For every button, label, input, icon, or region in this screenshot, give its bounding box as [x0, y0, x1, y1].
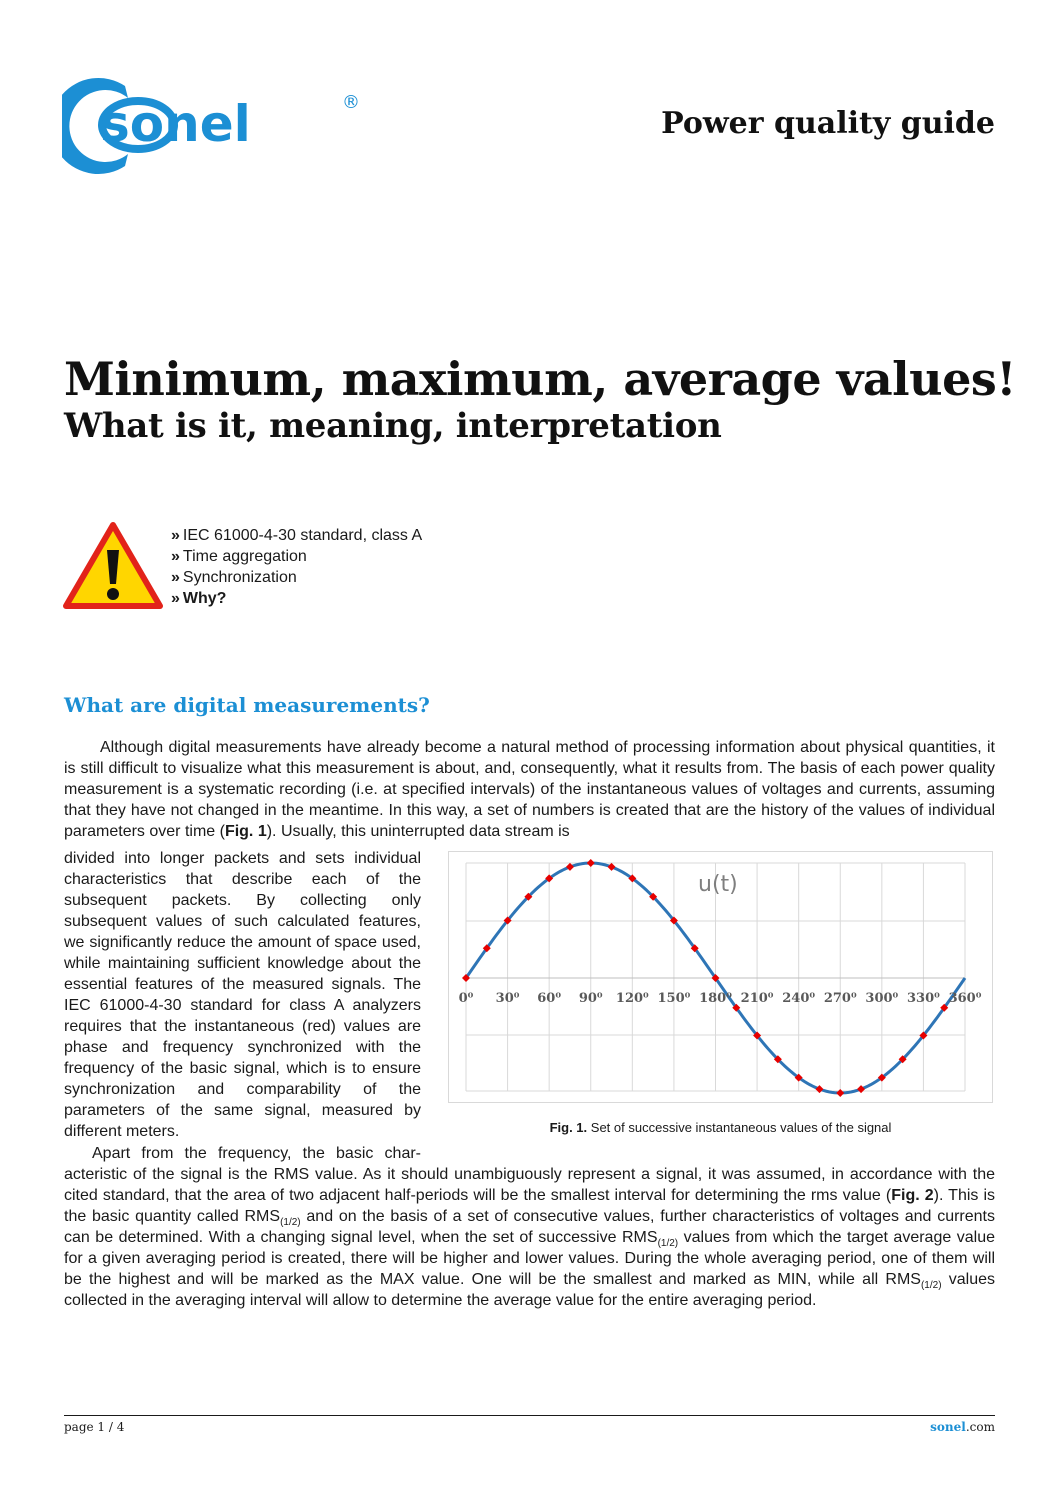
- x-tick-label: 60⁰: [537, 991, 562, 1006]
- registered-mark: ®: [342, 92, 360, 113]
- logo-wordmark: sonel: [100, 95, 251, 153]
- topic-item: » Time aggregation: [171, 548, 307, 565]
- page-subtitle: What is it, meaning, interpretation: [64, 406, 722, 446]
- chart-title: u(t): [698, 872, 738, 897]
- sample-point: [566, 863, 574, 871]
- sample-point: [836, 1089, 844, 1097]
- x-tick-label: 300⁰: [865, 991, 899, 1006]
- x-tick-labels: [459, 991, 982, 1006]
- x-tick-label: 240⁰: [782, 991, 816, 1006]
- topic-item: » IEC 61000-4-30 standard, class A: [171, 527, 423, 544]
- page-number: page 1 / 4: [64, 1420, 125, 1434]
- x-tick-label: 210⁰: [740, 991, 774, 1006]
- sine-chart: [448, 851, 993, 1103]
- footer-divider: [64, 1415, 995, 1416]
- x-tick-label: 120⁰: [615, 991, 649, 1006]
- x-tick-label: 90⁰: [578, 991, 603, 1006]
- footer-website-link[interactable]: sonel.com: [930, 1420, 995, 1434]
- sample-point: [608, 863, 616, 871]
- paragraph-2: Apart from the frequency, the basic char- acteristic of the signal is the RMS value. As it should unambiguously represent a signal, it was assumed, in accordance with the cited standard, that the area of two adjacent half-periods will be the smallest interval for determining the rms value (Fig. 2). This is the basic quantity called $RMS_{(1/2)}$ and on the basis of a set of consecutive values, further characteristics of voltages and currents can be determined. With a changing signal level, when the set of successive $RMS_{(1/2)}$ values from which the target average value for a given averaging period is created, there will be higher and lower values. During the whole averaging period, one of them will be the highest and will be marked as the MAX value. One will be the smallest and marked as MIN, while all $RMS_{(1/2)}$ values collected in the averaging interval will allow to determine the average value for the entire averaging period.: [64, 1145, 996, 1309]
- x-tick-label: 30⁰: [495, 991, 520, 1006]
- page-title: Minimum, maximum, average values!: [64, 352, 1016, 406]
- section-heading: What are digital measurements?: [64, 693, 430, 717]
- x-tick-label: 270⁰: [823, 991, 857, 1006]
- x-tick-label: 180⁰: [699, 991, 732, 1006]
- topic-item: » Why?: [171, 590, 227, 607]
- sample-point: [815, 1085, 823, 1093]
- sample-point: [857, 1085, 865, 1093]
- x-tick-label: 0⁰: [458, 991, 474, 1006]
- paragraph-1-continued: divided into longer packets and sets individual characteristics that describe each of the subsequent packets. By collecting only subsequent values of such calculated features, we significantly reduce the amount of space used, while maintaining sufficient knowledge about the essential features of the measured signals. The IEC 61000-4-30 standard for class A analyzers requires that the instantaneous (red) values are phase and frequency synchronized with the frequency of the basic signal, which is to ensure synchronization and comparability of the parameters of the same signal, measured by different meters.: [64, 850, 421, 1140]
- paragraph-1: Although digital measurements have already become a natural method of processing information about physical quantities, it is still difficult to visualize what this measurement is about, and, consequently, what it results from. The basis of each power quality measurement is a systematic recording (i.e. at specified intervals) of the instantaneous values of voltages and currents, assuming that they have not changed in the meantime. In this way, a set of numbers is created that are the history of the values of individual parameters over time (Fig. 1). Usually, this uninterrupted data stream is: [64, 739, 995, 840]
- x-tick-label: 150⁰: [657, 991, 691, 1006]
- x-tick-label: 330⁰: [906, 991, 940, 1006]
- topic-item: » Synchronization: [171, 569, 297, 586]
- guide-title: Power quality guide: [661, 106, 995, 141]
- topic-list: [171, 525, 422, 609]
- warning-icon: [62, 520, 164, 612]
- x-tick-label: 360⁰: [948, 991, 982, 1006]
- sonel-logo[interactable]: [62, 66, 362, 176]
- figure-caption: Fig. 1. Set of successive instantaneous values of the signal: [549, 1120, 892, 1135]
- sample-point: [587, 859, 595, 867]
